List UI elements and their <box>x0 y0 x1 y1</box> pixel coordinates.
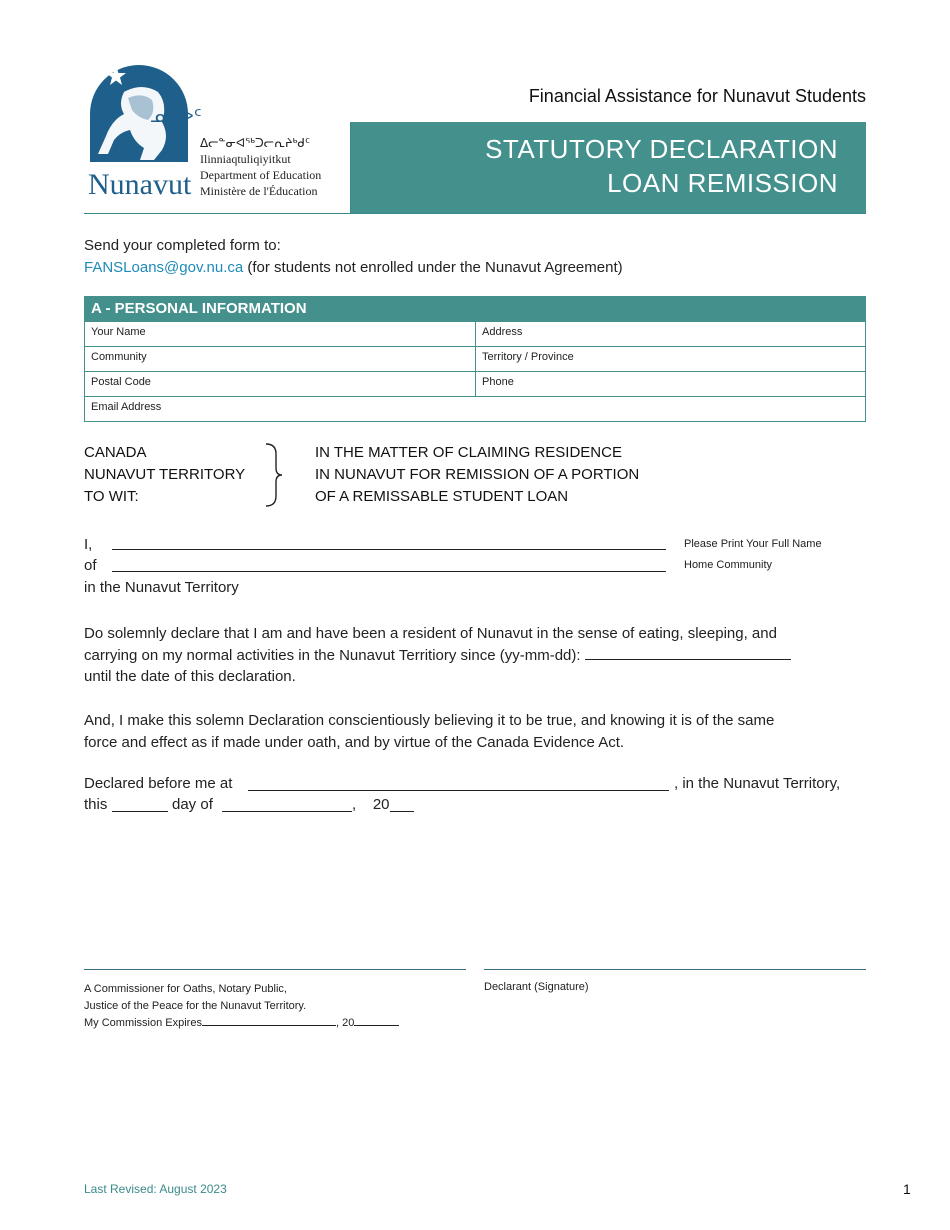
day-of-label: day of <box>172 796 213 813</box>
in-territory-text: in the Nunavut Territory <box>84 579 239 596</box>
jurisdiction-to-wit: TO WIT: <box>84 488 139 505</box>
territory-field[interactable]: Territory / Province <box>482 351 574 363</box>
table-row <box>85 321 865 346</box>
commission-expires-label: My Commission Expires <box>84 1017 202 1029</box>
section-a-heading: A - PERSONAL INFORMATION <box>85 297 865 321</box>
declarant-signature-label: Declarant (Signature) <box>484 981 589 993</box>
in-territory-suffix: , in the Nunavut Territory, <box>674 775 841 792</box>
nunavut-logo <box>84 62 194 201</box>
year-line[interactable] <box>390 811 414 812</box>
email-link[interactable]: FANSLoans@gov.nu.ca <box>84 259 244 276</box>
send-line <box>84 259 623 276</box>
email-note: (for students not enrolled under the Nunavut Agreement) <box>247 259 623 276</box>
matter-line2: IN NUNAVUT FOR REMISSION OF A PORTION <box>315 466 640 483</box>
matter-line3: OF A REMISSABLE STUDENT LOAN <box>315 488 569 505</box>
table-row <box>85 371 865 396</box>
program-name: Financial Assistance for Nunavut Students <box>528 86 866 106</box>
logo-syllabics: ᐃᓕᓐᓂᐊᖅᑐᓕᕆᔨᒃᑯᑦ <box>200 136 311 150</box>
jurisdiction-canada: CANADA <box>84 444 147 461</box>
svg-text:ᓄᓇᕗᑦ: ᓄᓇᕗᑦ <box>150 106 202 127</box>
commission-year-line[interactable] <box>354 1015 399 1026</box>
month-line[interactable] <box>222 811 352 812</box>
header-rule <box>84 213 866 214</box>
commissioner-signature-line[interactable] <box>84 969 466 970</box>
your-name-field[interactable]: Your Name <box>85 322 476 346</box>
home-community-line[interactable] <box>112 571 666 572</box>
year-prefix: , 20 <box>352 796 390 813</box>
jurisdiction-right <box>315 442 639 508</box>
para2-line2: force and effect as if made under oath, and by virtue of the Canada Evidence Act. <box>84 733 625 751</box>
para1-line3: until the date of this declaration. <box>84 668 296 685</box>
day-line[interactable] <box>112 811 168 812</box>
logo-inuinnaqtun: Ilinniaqtuliqiyitkut <box>200 152 291 166</box>
logo-french: Ministère de l'Éducation <box>200 184 318 198</box>
commissioner-line2: Justice of the Peace for the Nunavut Territory. <box>84 1000 307 1012</box>
table-row <box>85 346 865 371</box>
address-field[interactable]: Address <box>482 326 523 338</box>
commissioner-block <box>84 981 399 1032</box>
last-revised: Last Revised: August 2023 <box>84 1182 227 1196</box>
para1-line2 <box>84 645 864 667</box>
table-row <box>85 396 865 421</box>
commission-expires-row <box>84 1015 399 1032</box>
jurisdiction-territory: NUNAVUT TERRITORY <box>84 466 246 483</box>
phone-field[interactable]: Phone <box>482 376 514 388</box>
full-name-hint: Please Print Your Full Name <box>684 538 822 550</box>
logo-wordmark: Nunavut <box>88 168 192 201</box>
commission-expires-year: , 20 <box>335 1017 355 1029</box>
para1-line1: Do solemnly declare that I am and have been a resident of Nunavut in the sense of eating, sleeping, and <box>84 625 777 642</box>
email-address-field[interactable]: Email Address <box>91 401 162 413</box>
logo-english: Department of Education <box>200 168 322 182</box>
commission-expires-line[interactable] <box>202 1015 336 1026</box>
postal-code-field[interactable]: Postal Code <box>85 372 476 396</box>
brace-icon <box>262 442 284 508</box>
declarant-signature-line[interactable] <box>484 969 866 970</box>
declaration-paragraph-2 <box>84 710 864 753</box>
form-title-line2: LOAN REMISSION <box>607 168 838 198</box>
this-label: this <box>84 796 108 813</box>
full-name-line[interactable] <box>112 549 666 550</box>
logo-syllabics-mark <box>150 100 202 130</box>
matter-line1: IN THE MATTER OF CLAIMING RESIDENCE <box>315 444 622 461</box>
declared-before-label: Declared before me at <box>84 775 233 792</box>
home-community-hint: Home Community <box>684 559 773 571</box>
commissioner-line1: A Commissioner for Oaths, Notary Public, <box>84 983 287 995</box>
of-label: of <box>84 557 97 574</box>
declared-location-line[interactable] <box>248 790 669 791</box>
personal-info-table <box>84 296 866 422</box>
i-label: I, <box>84 536 93 553</box>
para2-line1: And, I make this solemn Declaration conscientiously believing it to be true, and knowing it is of the same <box>84 712 775 729</box>
declaration-paragraph-1 <box>84 623 864 688</box>
community-field[interactable]: Community <box>85 347 476 371</box>
jurisdiction-left <box>84 442 245 508</box>
form-title-line1: STATUTORY DECLARATION <box>485 134 838 164</box>
residence-date-line[interactable] <box>585 647 791 660</box>
send-label: Send your completed form to: <box>84 237 281 254</box>
page-number: 1 <box>903 1181 911 1197</box>
form-title-box <box>351 122 866 213</box>
para1-line2-text: carrying on my normal activities in the Nunavut Territiory since (yy-mm-dd): <box>84 646 581 664</box>
